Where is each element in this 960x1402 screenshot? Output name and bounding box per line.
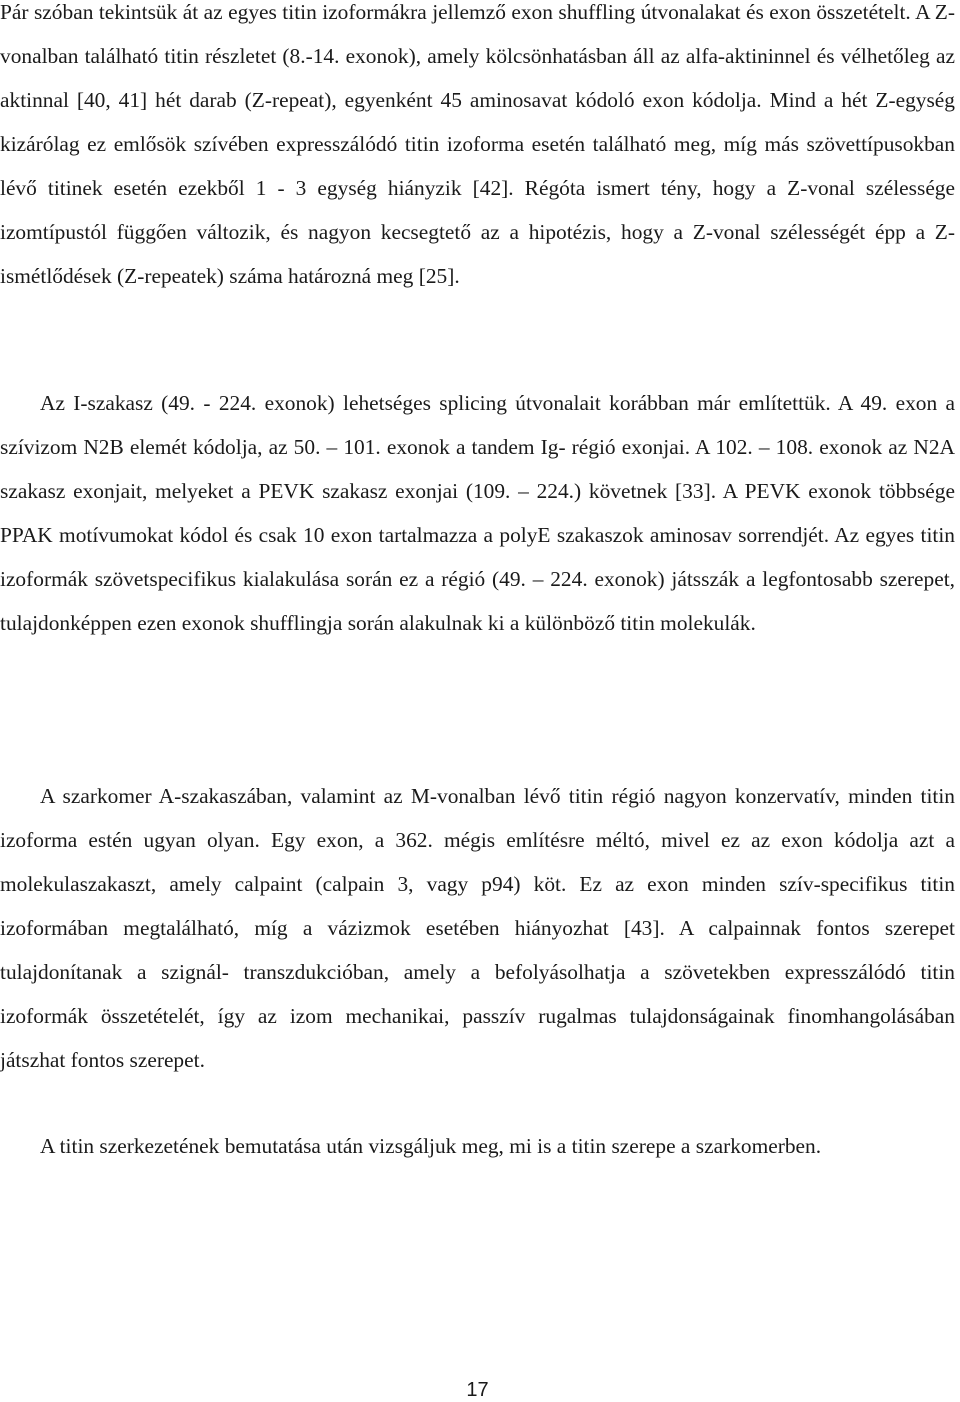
paragraph-z-line-exons: Pár szóban tekintsük át az egyes titin izoformákra jellemző exon shuffling útvonalakat és exon összetételt. A Z-vonalban található titin részletet (8.-14. exonok), amely kölcsönhatásban áll az alfa-aktininnel és vélhetőleg az aktinnal [40, 41] hét darab (Z-repeat), egyenként 45 aminosavat kódoló exon kódolja. Mind a hét Z-egység kizárólag ez emlősök szívében expresszálódó titin izoforma esetén található meg, míg más szövettípusokban lévő titinek esetén ezekből 1 - 3 egység hiányzik [42]. Régóta ismert tény, hogy a Z-vonal szélessége izomtípustól függően változik, és nagyon kecsegtető az a hipotézis, hogy a Z-vonal szélességét épp a Z-ismétlődések (Z-repeatek) száma határozná meg [25]. xyxy=(0,0,955,288)
paragraph-a-band-m-line: A szarkomer A-szakaszában, valamint az M-vonalban lévő titin régió nagyon konzervatív, minden titin izoforma estén ugyan olyan. Egy exon, a 362. mégis említésre méltó, mivel ez az exon kódolja azt a molekulaszakaszt, amely calpaint (calpain 3, vagy p94) köt. Ez az exon minden szív-specifikus titin izoformában megtalálható, míg a vázizmok esetében hiányozhat [43]. A calpainnak fontos szerepet tulajdonítanak a szignál- transzdukcióban, amely a befolyásolhatja a szövetekben expresszálódó titin izoformák összetételét, így az izom mechanikai, passzív rugalmas tulajdonságainak finomhangolásában játszhat fontos szerepet. xyxy=(0,784,955,1072)
paragraph-titin-role-intro: A titin szerkezetének bemutatása után vizsgáljuk meg, mi is a titin szerepe a szarkomerben. xyxy=(40,1134,822,1158)
paragraph-i-band-splicing: Az I-szakasz (49. - 224. exonok) lehetséges splicing útvonalait korábban már említettük. A 49. exon a szívizom N2B elemét kódolja, az 50. – 101. exonok a tandem Ig- régió exonjai. A 102. – 108. exonok az N2A szakasz exonjait, melyeket a PEVK szakasz exonjai (109. – 224.) követnek [33]. A PEVK exonok többsége PPAK motívumokat kódol és csak 10 exon tartalmazza a polyE szakaszok aminosav sorrendjét. Az egyes titin izoformák szövetspecifikus kialakulása során ez a régió (49. – 224. exonok) játsszák a legfontosabb szerepet, tulajdonképpen ezen exonok shufflingja során alakulnak ki a különböző titin molekulák. xyxy=(0,391,955,635)
page-number: 17 xyxy=(466,1379,489,1401)
